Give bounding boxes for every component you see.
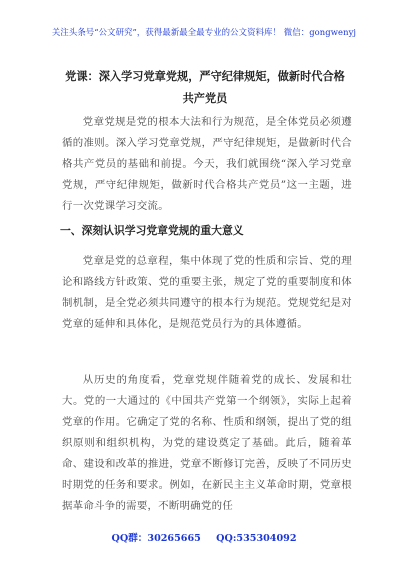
document-title-line-2: 共产党员: [182, 91, 228, 105]
section-1-heading: 一、深刻认识学习党章党规的重大意义: [60, 224, 244, 237]
document-title-line-1: 党课：深入学习党章党规，严守纪律规矩，做新时代合格: [65, 69, 345, 83]
intro-paragraph: 党章党规是党的根本大法和行为规范，是全体党员必须遵循的准则。深入学习党章党规，严守纪律规矩，是做新时代合格共产党员的基础和前提。今天，我们就围绕“深入学习党章党规，严守纪律规矩，做新时代合格共产党员”这一主题，进行一次党课学习交流。: [62, 116, 352, 212]
header-promo-banner: 关注头条号“公文研究”，获得最新最全最专业的公文资料库！ 微信：gongwenyj: [51, 27, 357, 37]
footer-qq-group: QQ群：30265665: [111, 533, 201, 544]
section-1-paragraph-2: 从历史的角度看，党章党规伴随着党的成长、发展和壮大。党的一大通过的《中国共产党第一个纲领》，实际上起着党章的作用。它确定了党的名称、性质和纲领，提出了党的组织原则和组织机构，为党的建设奠定了基础。此后，随着革命、建设和改革的推进，党章不断修订完善，反映了不同历史时期党的任务和要求。例如，在新民主主义革命时期，党章根据革命斗争的需要，不断明确党的任: [62, 374, 352, 512]
footer-contact: [0, 533, 408, 545]
section-1-paragraph-1: 党章是党的总章程，集中体现了党的性质和宗旨、党的理论和路线方针政策、党的重要主张，规定了党的重要制度和体制机制，是全党必须共同遵守的根本行为规范。党规党纪是对党章的延伸和具体化，是规范党员行为的具体遵循。: [62, 255, 352, 330]
footer-qq: QQ:535304092: [216, 533, 297, 544]
